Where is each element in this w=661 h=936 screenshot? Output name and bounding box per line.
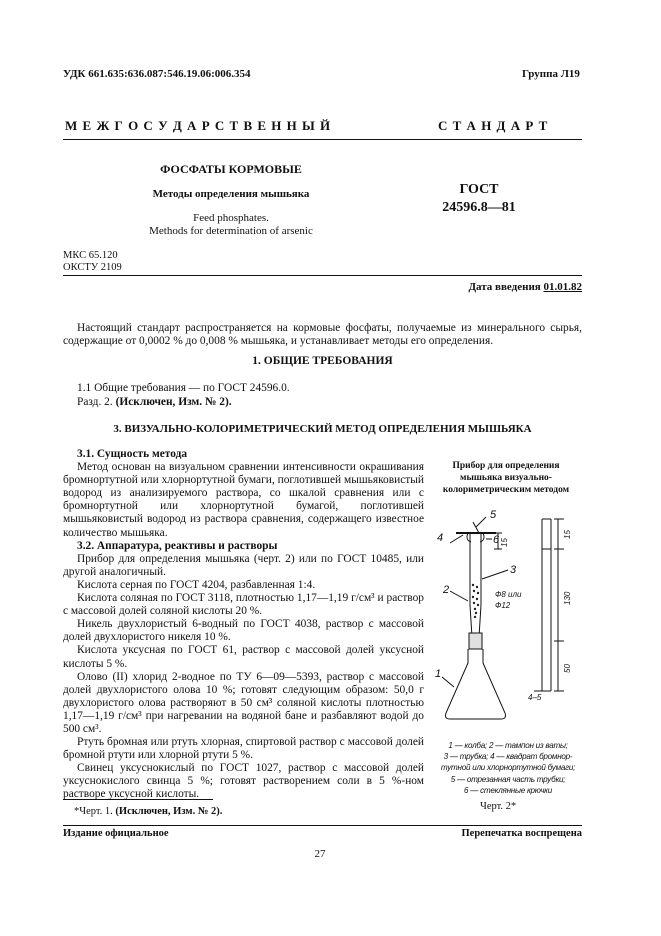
english-title-1: Feed phosphates. [193,212,269,224]
cotton-wad [472,584,479,618]
dimension-50: 50 [563,664,572,673]
document-title: ФОСФАТЫ КОРМОВЫЕ [160,162,302,176]
section-2-note: Разд. 2. (Исключен, Изм. № 2). [77,396,232,408]
paragraph: Кислота серная по ГОСТ 4204, разбавленная 1:4. [77,578,316,591]
group-code: Группа Л19 [522,68,580,80]
figure-legend: 1 — колба; 2 — тампон из ваты; 3 — трубка; 4 — квадрат бромнор- тутной или хлорнортутной бумаги; 5 — отрезанная часть трубки; 6 — стеклянные крючки [440,741,576,795]
paragraph: Свинец уксуснокислый по ГОСТ 1027, раствор с массовой долей уксуснокислого свинца 5 %; готовят растворением соли в 5 %-ном растворе уксусной кислоты. [63,762,424,801]
banner-interstate: М Е Ж Г О С У Д А Р С Т В Е Н Н Ы Й [65,118,332,133]
intro-date-value: 01.01.82 [543,281,582,293]
tube-dimension-view [534,519,564,691]
section-3-body [63,448,424,802]
part-1-label: 1 [435,668,442,680]
part-2-label: 2 [443,584,450,596]
figure-caption: Прибор для определения мышьяка визуально- колориметрическим методом [442,461,570,495]
dimension-130: 130 [563,591,572,605]
subsection-3-1-title: 3.1. Сущность метода [77,448,188,460]
page-number: 27 [314,848,326,860]
banner-standard: С Т А Н Д А Р Т [438,118,549,133]
paragraph: Никель двухлористый 6-водный по ГОСТ 4038, раствор с массовой долей двухлористого никеля 10 %. [63,618,424,644]
gost-label: ГОСТ [459,182,499,197]
title-block-rule [63,275,582,276]
subsection-3-1-text: Метод основан на визуальном сравнении интенсивности окрашивания бромнортутной или хлорнортутной бумаги, поглотившей мышьяковистый водород из анализируемого раствора, со шкалой сравнения или с бромнортутной или хлорнортутной бумагой, поглотившей мышьяковистый водород из раствора сравнения, содержащего известное количество мышьяка. [63,461,424,539]
okstu-code: ОКСТУ 2109 [63,262,122,273]
section-1-heading: 1. ОБЩИЕ ТРЕБОВАНИЯ [252,355,393,367]
diameter-8-label: Ф8 или [495,590,522,599]
mks-code: МКС 65.120 [63,250,118,261]
footnote-rule [63,799,213,800]
subsection-3-2-title: 3.2. Аппаратура, реактивы и растворы [77,539,278,552]
intro-paragraph: Настоящий стандарт распространяется на кормовые фосфаты, получаемые из минерального сырья, содержащие от 0,0002 % до 0,008 % мышьяка, и устанавливает методы его определения. [63,322,582,348]
document-subtitle: Методы определения мышьяка [152,188,310,200]
udk-code: УДК 661.635:636.087:546.19.06:006.354 [63,68,251,80]
footnote: *Черт. 1. (Исключен, Изм. № 2). [74,806,223,817]
introduction-date [468,281,582,293]
banner-rule [63,139,582,140]
diameter-12-label: Ф12 [495,601,511,610]
cut-part [473,522,479,533]
figure-label: Черт. 2* [480,801,517,812]
english-title-2: Methods for determination of arsenic [149,225,313,237]
part-4-label: 4 [437,532,444,544]
dimension-15-left: 15 [500,538,509,547]
intro-date-label: Дата введения [468,281,541,293]
dimension-15-right: 15 [563,530,572,539]
footer-rule [63,825,582,826]
part-6-label: 6 [493,534,500,546]
arsenic-apparatus-drawing [430,505,590,735]
gost-number: 24596.8—81 [442,200,516,215]
paragraph: Олово (II) хлорид 2-водное по ТУ 6—09—5393, раствор с массовой долей двухлористого олова 10 %; готовят следующим образом: 50,0 г двухлористого олова растворяют в 50 см³ соляной кислоты плотностью 1,17—1,19 г/см³ при нагревании на водяной бане и разбавляют водой до 500 см³. [63,670,424,735]
part-3-label: 3 [510,564,517,576]
reprint-prohibited: Перепечатка воспрещена [461,828,582,839]
paragraph: Кислота соляная по ГОСТ 3118, плотностью 1,17—1,19 г/см³ и раствор с массовой долей соляной кислоты 20 %. [63,592,424,618]
paragraph: Ртуть бромная или ртуть хлорная, спиртовой раствор с массовой долей бромной ртути или хлорной ртути 5 %. [63,736,424,762]
section-1-1-text: 1.1 Общие требования — по ГОСТ 24596.0. [77,382,290,394]
part-5-label: 5 [490,509,497,521]
dimension-4-5-label: 4–5 [528,693,542,702]
paragraph: Прибор для определения мышьяка (черт. 2) или по ГОСТ 10485, или другой аналогичный. [63,552,424,578]
flask [446,649,506,719]
paragraph: Кислота уксусная по ГОСТ 61, раствор с массовой долей уксусной кислоты 5 %. [63,644,424,670]
section-3-heading: 3. ВИЗУАЛЬНО-КОЛОРИМЕТРИЧЕСКИЙ МЕТОД ОПРЕДЕЛЕНИЯ МЫШЬЯКА [113,423,532,435]
stopper [469,633,482,649]
official-edition: Издание официальное [63,828,169,839]
